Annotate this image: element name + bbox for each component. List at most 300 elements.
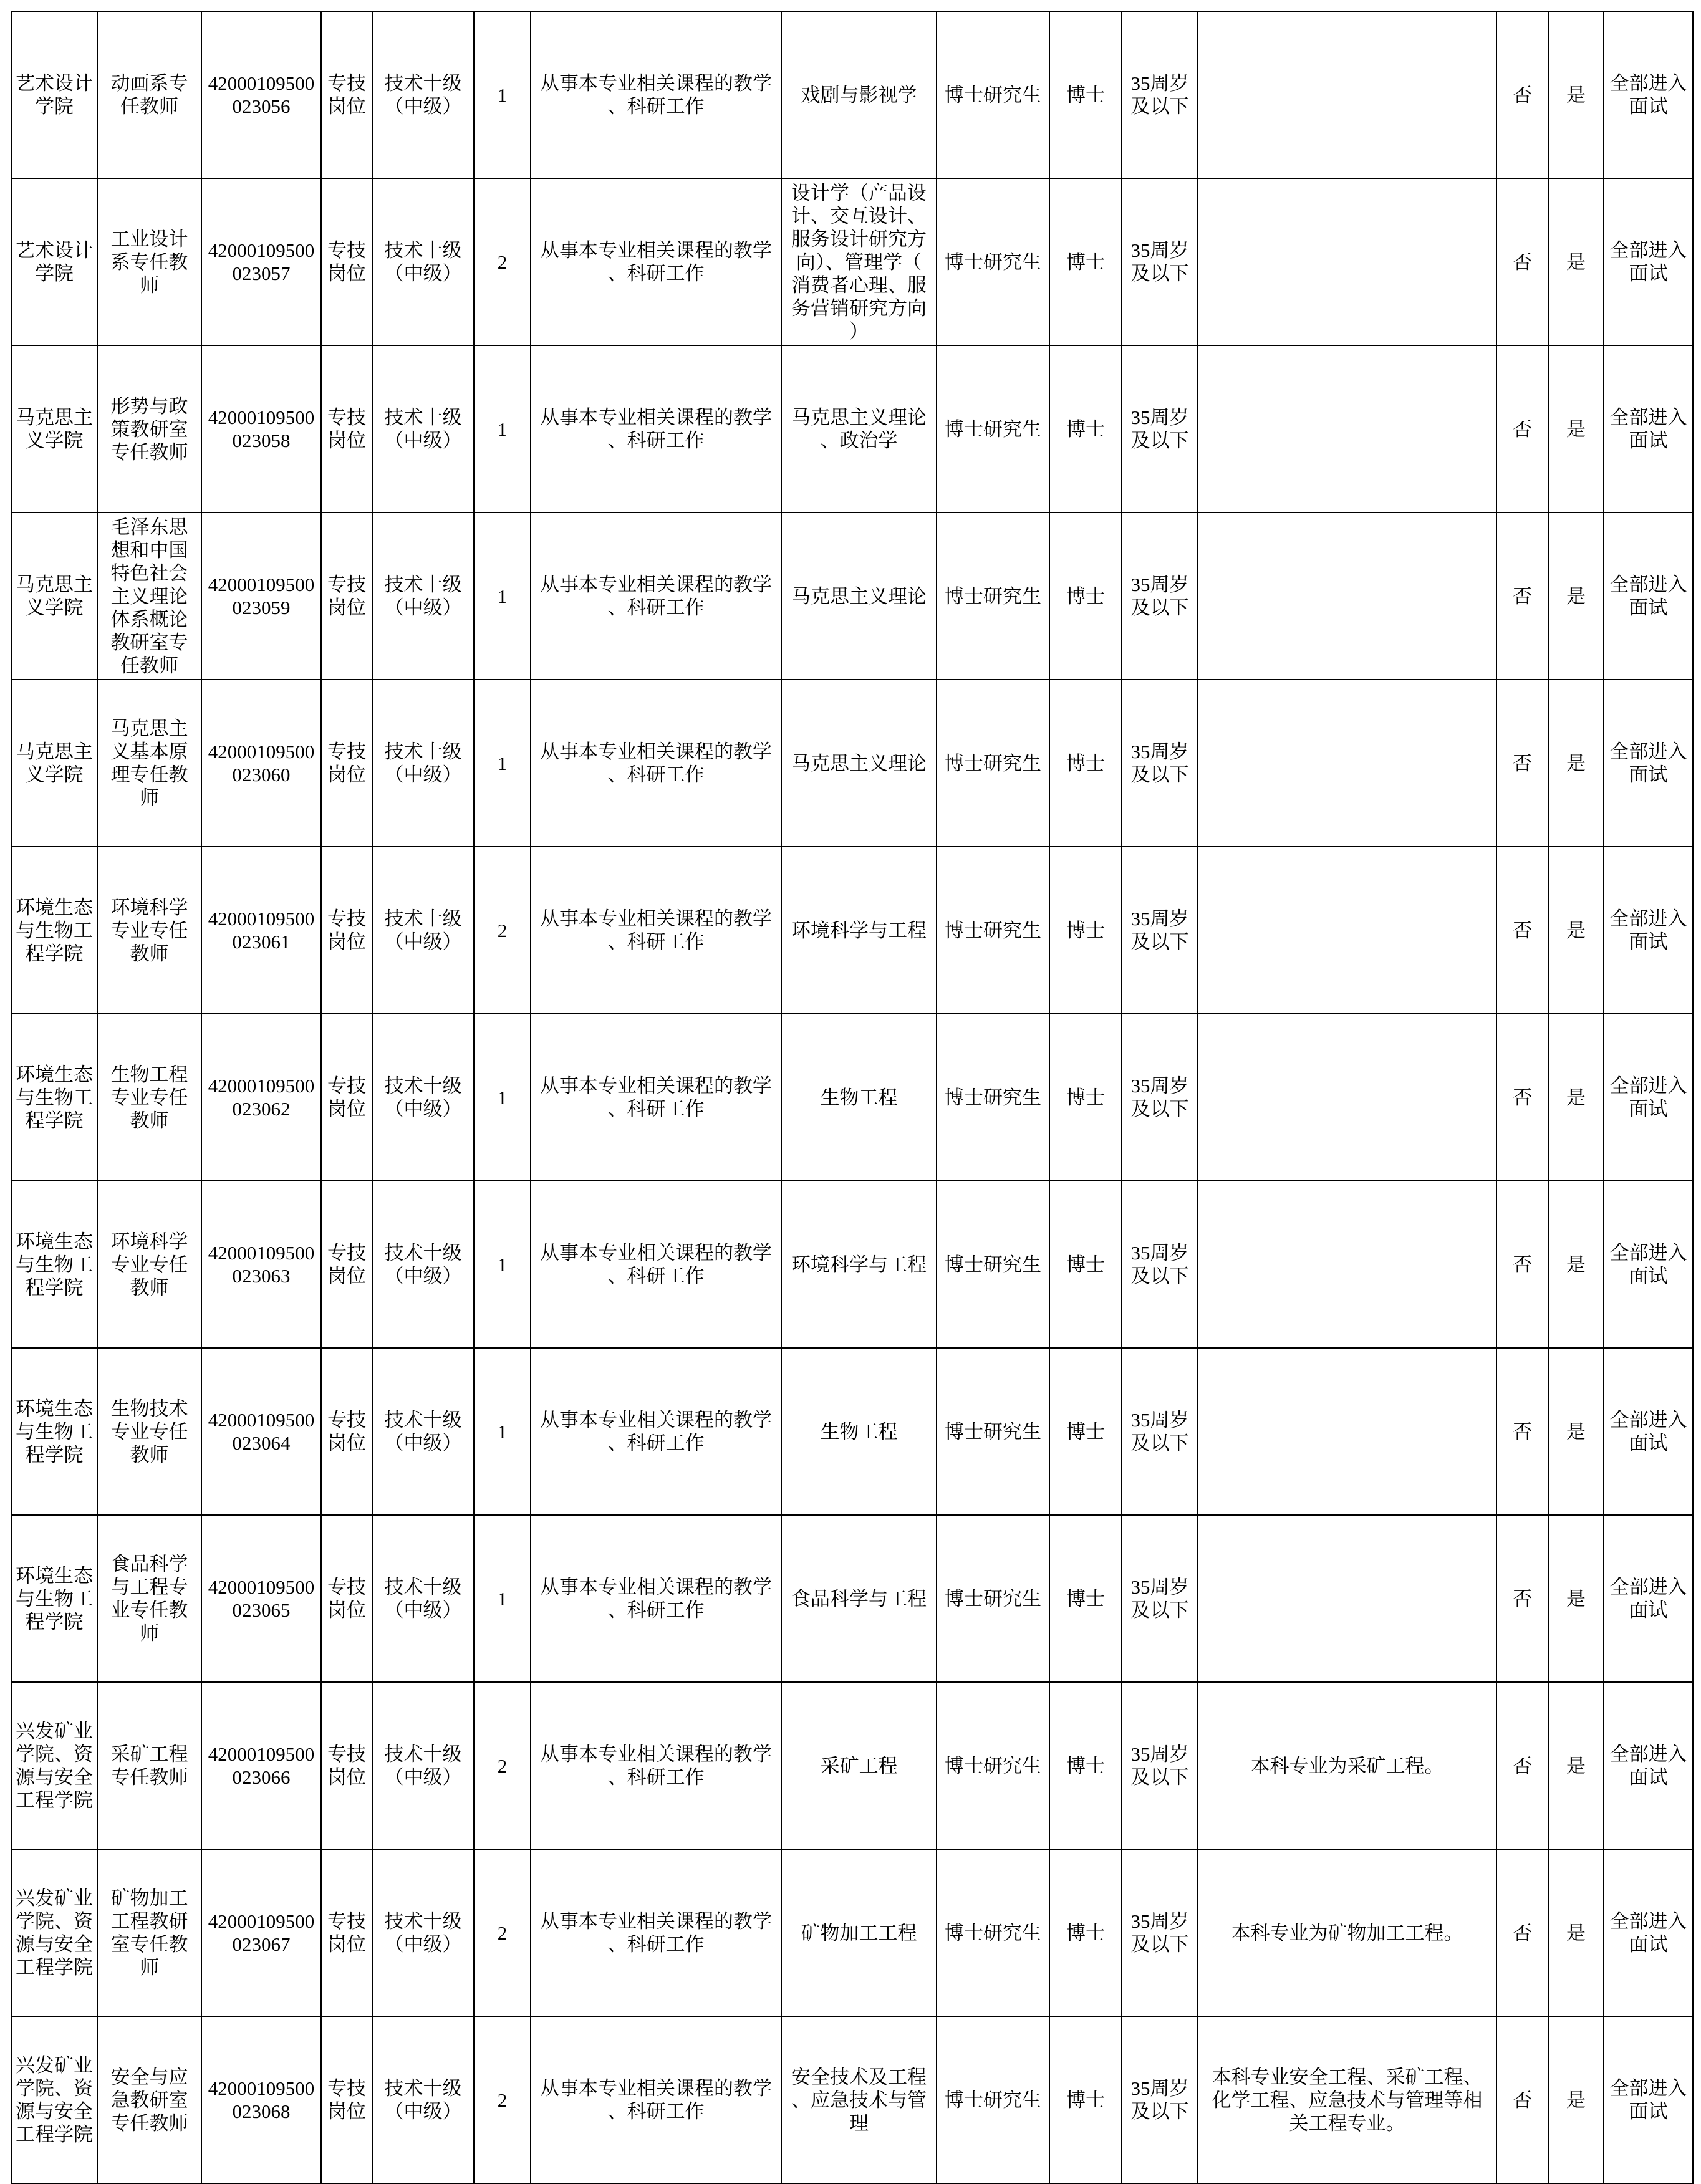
- education-text: 博士研究生: [945, 1420, 1041, 1443]
- position-name-cell: [97, 680, 201, 847]
- flag-yes-text: 是: [1566, 1922, 1586, 1944]
- job-duty-cell: [531, 1181, 781, 1348]
- age-limit-cell: [1122, 847, 1198, 1014]
- other-requirements-cell: [1198, 1849, 1496, 2016]
- flag-yes-cell: [1548, 11, 1604, 178]
- position-category-cell: [321, 1014, 372, 1181]
- major-text: 矿物加工工程: [801, 1922, 917, 1944]
- education-text: 博士研究生: [945, 418, 1041, 440]
- college-text: 马克思主义学院: [15, 574, 93, 618]
- college-cell: [11, 1515, 97, 1682]
- position-code-text: 42000109500023067: [208, 1910, 315, 1955]
- college-text: 兴发矿业学院、资源与安全工程学院: [15, 2054, 93, 2145]
- age-limit-text: 35周岁及以下: [1130, 1743, 1189, 1788]
- job-duty-text: 从事本专业相关课程的教学、科研工作: [539, 574, 772, 618]
- position-level-cell: [372, 345, 474, 512]
- major-text: 采矿工程: [820, 1754, 898, 1777]
- flag-no-text: 否: [1513, 1754, 1532, 1777]
- interview-rule-text: 全部进入面试: [1609, 908, 1687, 953]
- interview-rule-text: 全部进入面试: [1609, 1075, 1687, 1120]
- headcount-cell: [474, 1515, 531, 1682]
- position-name-cell: [97, 1014, 201, 1181]
- position-level-text: 技术十级（中级）: [384, 1242, 462, 1287]
- flag-no-text: 否: [1513, 251, 1532, 273]
- major-cell: [781, 178, 937, 345]
- college-cell: [11, 1014, 97, 1181]
- degree-cell: [1049, 1682, 1122, 1849]
- position-category-cell: [321, 1181, 372, 1348]
- flag-yes-cell: [1548, 847, 1604, 1014]
- degree-text: 博士: [1066, 418, 1105, 440]
- degree-text: 博士: [1066, 919, 1105, 941]
- education-text: 博士研究生: [945, 919, 1041, 941]
- position-name-cell: [97, 1181, 201, 1348]
- flag-yes-cell: [1548, 1014, 1604, 1181]
- position-level-cell: [372, 1181, 474, 1348]
- position-name-cell: [97, 2016, 201, 2183]
- flag-no-text: 否: [1513, 1086, 1532, 1109]
- position-level-cell: [372, 512, 474, 680]
- degree-cell: [1049, 11, 1122, 178]
- major-cell: [781, 1181, 937, 1348]
- table-row: [11, 512, 1693, 680]
- position-category-cell: [321, 680, 372, 847]
- table-row: [11, 1348, 1693, 1515]
- position-name-cell: [97, 847, 201, 1014]
- flag-no-text: 否: [1513, 418, 1532, 440]
- age-limit-cell: [1122, 11, 1198, 178]
- position-name-cell: [97, 11, 201, 178]
- college-cell: [11, 1348, 97, 1515]
- major-cell: [781, 345, 937, 512]
- position-code-text: 42000109500023063: [208, 1242, 315, 1287]
- position-level-text: 技术十级（中级）: [384, 1576, 462, 1621]
- degree-cell: [1049, 1515, 1122, 1682]
- other-requirements-cell: [1198, 680, 1496, 847]
- flag-yes-text: 是: [1566, 585, 1586, 607]
- table-row: [11, 847, 1693, 1014]
- headcount-text: 1: [497, 585, 508, 607]
- major-cell: [781, 1515, 937, 1682]
- college-cell: [11, 178, 97, 345]
- headcount-text: 2: [497, 2089, 508, 2111]
- position-level-text: 技术十级（中级）: [384, 239, 462, 284]
- degree-cell: [1049, 178, 1122, 345]
- job-duty-cell: [531, 178, 781, 345]
- headcount-text: 1: [497, 752, 508, 774]
- degree-cell: [1049, 512, 1122, 680]
- interview-rule-text: 全部进入面试: [1609, 741, 1687, 786]
- age-limit-text: 35周岁及以下: [1130, 741, 1189, 786]
- position-code-text: 42000109500023066: [208, 1743, 315, 1788]
- flag-no-text: 否: [1513, 2089, 1532, 2111]
- position-name-text: 安全与应急教研室专任教师: [110, 2066, 188, 2134]
- position-code-text: 42000109500023064: [208, 1409, 315, 1454]
- interview-rule-text: 全部进入面试: [1609, 1242, 1687, 1287]
- flag-yes-cell: [1548, 1849, 1604, 2016]
- position-level-text: 技术十级（中级）: [384, 908, 462, 953]
- job-duty-cell: [531, 680, 781, 847]
- interview-rule-text: 全部进入面试: [1609, 1576, 1687, 1621]
- position-name-cell: [97, 1682, 201, 1849]
- flag-yes-cell: [1548, 512, 1604, 680]
- position-level-text: 技术十级（中级）: [384, 2077, 462, 2122]
- college-text: 马克思主义学院: [15, 406, 93, 451]
- position-name-text: 矿物加工工程教研室专任教师: [110, 1887, 188, 1978]
- job-duty-cell: [531, 1849, 781, 2016]
- other-requirements-text: 本科专业为矿物加工工程。: [1231, 1922, 1463, 1944]
- college-text: 艺术设计学院: [15, 239, 93, 284]
- age-limit-text: 35周岁及以下: [1130, 574, 1189, 618]
- college-text: 兴发矿业学院、资源与安全工程学院: [15, 1720, 93, 1811]
- age-limit-text: 35周岁及以下: [1130, 1409, 1189, 1454]
- college-text: 马克思主义学院: [15, 741, 93, 786]
- other-requirements-cell: [1198, 512, 1496, 680]
- position-code-text: 42000109500023058: [208, 406, 315, 451]
- age-limit-cell: [1122, 345, 1198, 512]
- major-cell: [781, 1348, 937, 1515]
- major-cell: [781, 1849, 937, 2016]
- headcount-cell: [474, 178, 531, 345]
- job-duty-text: 从事本专业相关课程的教学、科研工作: [539, 741, 772, 786]
- headcount-text: 2: [497, 1754, 508, 1777]
- education-cell: [937, 847, 1049, 1014]
- age-limit-text: 35周岁及以下: [1130, 1910, 1189, 1955]
- job-duty-text: 从事本专业相关课程的教学、科研工作: [539, 1576, 772, 1621]
- degree-cell: [1049, 680, 1122, 847]
- age-limit-cell: [1122, 1515, 1198, 1682]
- position-category-text: 专技岗位: [327, 239, 366, 284]
- flag-no-cell: [1496, 11, 1548, 178]
- position-name-cell: [97, 1348, 201, 1515]
- interview-rule-text: 全部进入面试: [1609, 574, 1687, 618]
- position-code-cell: [201, 680, 321, 847]
- major-text: 设计学（产品设计、交互设计、服务设计研究方向）、管理学（消费者心理、服务营销研究方向）: [791, 181, 927, 342]
- headcount-text: 2: [497, 1922, 508, 1944]
- position-code-cell: [201, 178, 321, 345]
- interview-rule-text: 全部进入面试: [1609, 72, 1687, 117]
- position-level-cell: [372, 1014, 474, 1181]
- education-cell: [937, 1515, 1049, 1682]
- position-category-cell: [321, 512, 372, 680]
- position-code-cell: [201, 1348, 321, 1515]
- position-level-text: 技术十级（中级）: [384, 406, 462, 451]
- position-name-text: 生物工程专业专任教师: [110, 1063, 188, 1132]
- flag-no-cell: [1496, 1515, 1548, 1682]
- college-text: 环境生态与生物工程学院: [15, 1230, 93, 1299]
- position-name-text: 马克思主义基本原理专任教师: [110, 718, 188, 809]
- interview-rule-text: 全部进入面试: [1609, 239, 1687, 284]
- major-text: 戏剧与影视学: [801, 84, 917, 106]
- age-limit-text: 35周岁及以下: [1130, 2077, 1189, 2122]
- other-requirements-cell: [1198, 1682, 1496, 1849]
- position-category-text: 专技岗位: [327, 1576, 366, 1621]
- job-duty-cell: [531, 1515, 781, 1682]
- age-limit-cell: [1122, 1682, 1198, 1849]
- age-limit-text: 35周岁及以下: [1130, 908, 1189, 953]
- position-name-text: 食品科学与工程专业专任教师: [110, 1553, 188, 1644]
- position-level-cell: [372, 178, 474, 345]
- education-cell: [937, 512, 1049, 680]
- position-code-text: 42000109500023062: [208, 1075, 315, 1120]
- degree-text: 博士: [1066, 1086, 1105, 1109]
- headcount-text: 1: [497, 84, 508, 106]
- job-duty-text: 从事本专业相关课程的教学、科研工作: [539, 1242, 772, 1287]
- position-category-cell: [321, 345, 372, 512]
- college-text: 环境生态与生物工程学院: [15, 1564, 93, 1633]
- degree-text: 博士: [1066, 84, 1105, 106]
- other-requirements-text: 本科专业为采矿工程。: [1250, 1754, 1444, 1777]
- flag-no-cell: [1496, 1014, 1548, 1181]
- position-name-cell: [97, 345, 201, 512]
- job-duty-cell: [531, 847, 781, 1014]
- age-limit-cell: [1122, 1849, 1198, 2016]
- degree-cell: [1049, 1849, 1122, 2016]
- degree-cell: [1049, 1014, 1122, 1181]
- job-duty-cell: [531, 2016, 781, 2183]
- college-text: 艺术设计学院: [15, 72, 93, 117]
- flag-no-text: 否: [1513, 919, 1532, 941]
- recruitment-table: [11, 11, 1694, 2184]
- position-level-text: 技术十级（中级）: [384, 1910, 462, 1955]
- job-duty-cell: [531, 1014, 781, 1181]
- position-category-text: 专技岗位: [327, 406, 366, 451]
- position-category-cell: [321, 1849, 372, 2016]
- position-category-cell: [321, 847, 372, 1014]
- education-cell: [937, 1849, 1049, 2016]
- position-category-text: 专技岗位: [327, 741, 366, 786]
- job-duty-cell: [531, 512, 781, 680]
- education-cell: [937, 680, 1049, 847]
- position-category-cell: [321, 1682, 372, 1849]
- age-limit-cell: [1122, 1014, 1198, 1181]
- interview-rule-text: 全部进入面试: [1609, 2077, 1687, 2122]
- college-text: 环境生态与生物工程学院: [15, 1397, 93, 1466]
- position-category-cell: [321, 2016, 372, 2183]
- flag-yes-text: 是: [1566, 1587, 1586, 1610]
- interview-rule-text: 全部进入面试: [1609, 1409, 1687, 1454]
- table-row: [11, 1014, 1693, 1181]
- degree-cell: [1049, 345, 1122, 512]
- interview-rule-cell: [1604, 1682, 1693, 1849]
- degree-text: 博士: [1066, 1922, 1105, 1944]
- interview-rule-cell: [1604, 1849, 1693, 2016]
- headcount-text: 1: [497, 1420, 508, 1443]
- position-code-text: 42000109500023068: [208, 2077, 315, 2122]
- flag-no-text: 否: [1513, 1253, 1532, 1276]
- position-level-text: 技术十级（中级）: [384, 72, 462, 117]
- position-code-text: 42000109500023057: [208, 239, 315, 284]
- other-requirements-cell: [1198, 847, 1496, 1014]
- education-text: 博士研究生: [945, 2089, 1041, 2111]
- position-name-cell: [97, 1849, 201, 2016]
- position-name-cell: [97, 1515, 201, 1682]
- headcount-cell: [474, 1181, 531, 1348]
- position-name-text: 环境科学专业专任教师: [110, 896, 188, 965]
- position-code-text: 42000109500023059: [208, 574, 315, 618]
- age-limit-text: 35周岁及以下: [1130, 1576, 1189, 1621]
- headcount-text: 1: [497, 1086, 508, 1109]
- major-cell: [781, 512, 937, 680]
- interview-rule-cell: [1604, 847, 1693, 1014]
- job-duty-text: 从事本专业相关课程的教学、科研工作: [539, 908, 772, 953]
- position-category-text: 专技岗位: [327, 574, 366, 618]
- major-cell: [781, 847, 937, 1014]
- position-level-cell: [372, 847, 474, 1014]
- position-code-cell: [201, 1849, 321, 2016]
- other-requirements-cell: [1198, 1348, 1496, 1515]
- headcount-cell: [474, 1014, 531, 1181]
- interview-rule-cell: [1604, 1348, 1693, 1515]
- position-code-text: 42000109500023060: [208, 741, 315, 786]
- flag-yes-cell: [1548, 2016, 1604, 2183]
- flag-no-text: 否: [1513, 1420, 1532, 1443]
- education-cell: [937, 11, 1049, 178]
- position-level-cell: [372, 1515, 474, 1682]
- position-level-text: 技术十级（中级）: [384, 741, 462, 786]
- job-duty-cell: [531, 1682, 781, 1849]
- position-category-text: 专技岗位: [327, 2077, 366, 2122]
- other-requirements-cell: [1198, 11, 1496, 178]
- education-text: 博士研究生: [945, 585, 1041, 607]
- education-cell: [937, 2016, 1049, 2183]
- flag-no-cell: [1496, 1348, 1548, 1515]
- degree-text: 博士: [1066, 752, 1105, 774]
- flag-yes-text: 是: [1566, 752, 1586, 774]
- headcount-text: 2: [497, 251, 508, 273]
- flag-no-cell: [1496, 680, 1548, 847]
- degree-text: 博士: [1066, 1253, 1105, 1276]
- major-cell: [781, 680, 937, 847]
- flag-no-cell: [1496, 847, 1548, 1014]
- job-duty-cell: [531, 11, 781, 178]
- college-cell: [11, 847, 97, 1014]
- degree-text: 博士: [1066, 2089, 1105, 2111]
- position-level-text: 技术十级（中级）: [384, 574, 462, 618]
- other-requirements-cell: [1198, 178, 1496, 345]
- age-limit-cell: [1122, 680, 1198, 847]
- major-text: 环境科学与工程: [791, 1253, 927, 1276]
- flag-no-text: 否: [1513, 1922, 1532, 1944]
- position-category-text: 专技岗位: [327, 1242, 366, 1287]
- position-category-text: 专技岗位: [327, 72, 366, 117]
- flag-no-cell: [1496, 178, 1548, 345]
- major-cell: [781, 1682, 937, 1849]
- education-text: 博士研究生: [945, 251, 1041, 273]
- college-cell: [11, 1849, 97, 2016]
- degree-cell: [1049, 1181, 1122, 1348]
- table-row: [11, 1682, 1693, 1849]
- other-requirements-cell: [1198, 1014, 1496, 1181]
- table-body: [11, 11, 1693, 2183]
- flag-yes-text: 是: [1566, 1420, 1586, 1443]
- other-requirements-text: 本科专业安全工程、采矿工程、化学工程、应急技术与管理等相关工程专业。: [1212, 2066, 1483, 2134]
- flag-yes-cell: [1548, 1181, 1604, 1348]
- degree-cell: [1049, 847, 1122, 1014]
- age-limit-text: 35周岁及以下: [1130, 1242, 1189, 1287]
- flag-yes-text: 是: [1566, 84, 1586, 106]
- position-level-text: 技术十级（中级）: [384, 1409, 462, 1454]
- age-limit-text: 35周岁及以下: [1130, 239, 1189, 284]
- table-row: [11, 2016, 1693, 2183]
- job-duty-cell: [531, 345, 781, 512]
- major-text: 马克思主义理论: [791, 752, 927, 774]
- education-text: 博士研究生: [945, 1587, 1041, 1610]
- position-code-cell: [201, 1682, 321, 1849]
- position-level-text: 技术十级（中级）: [384, 1075, 462, 1120]
- table-row: [11, 178, 1693, 345]
- interview-rule-cell: [1604, 11, 1693, 178]
- major-text: 安全技术及工程、应急技术与管理: [791, 2066, 927, 2134]
- position-code-cell: [201, 2016, 321, 2183]
- headcount-cell: [474, 345, 531, 512]
- flag-no-text: 否: [1513, 752, 1532, 774]
- education-text: 博士研究生: [945, 1922, 1041, 1944]
- major-text: 生物工程: [820, 1086, 898, 1109]
- position-name-cell: [97, 512, 201, 680]
- position-category-cell: [321, 1515, 372, 1682]
- table-row: [11, 1515, 1693, 1682]
- position-category-text: 专技岗位: [327, 908, 366, 953]
- interview-rule-cell: [1604, 680, 1693, 847]
- flag-no-cell: [1496, 345, 1548, 512]
- position-name-text: 形势与政策教研室专任教师: [110, 395, 188, 463]
- headcount-cell: [474, 11, 531, 178]
- position-category-cell: [321, 1348, 372, 1515]
- age-limit-cell: [1122, 2016, 1198, 2183]
- position-code-text: 42000109500023056: [208, 72, 315, 117]
- education-text: 博士研究生: [945, 752, 1041, 774]
- headcount-text: 1: [497, 1587, 508, 1610]
- major-text: 食品科学与工程: [791, 1587, 927, 1610]
- interview-rule-cell: [1604, 178, 1693, 345]
- headcount-text: 1: [497, 1253, 508, 1276]
- headcount-cell: [474, 680, 531, 847]
- flag-no-cell: [1496, 1181, 1548, 1348]
- major-text: 马克思主义理论: [791, 585, 927, 607]
- education-text: 博士研究生: [945, 1086, 1041, 1109]
- education-cell: [937, 1181, 1049, 1348]
- other-requirements-cell: [1198, 1181, 1496, 1348]
- degree-cell: [1049, 2016, 1122, 2183]
- flag-yes-cell: [1548, 1682, 1604, 1849]
- education-cell: [937, 345, 1049, 512]
- position-category-cell: [321, 11, 372, 178]
- interview-rule-cell: [1604, 512, 1693, 680]
- flag-yes-cell: [1548, 345, 1604, 512]
- degree-text: 博士: [1066, 1587, 1105, 1610]
- job-duty-text: 从事本专业相关课程的教学、科研工作: [539, 1910, 772, 1955]
- position-code-cell: [201, 1515, 321, 1682]
- age-limit-cell: [1122, 178, 1198, 345]
- position-name-text: 毛泽东思想和中国特色社会主义理论体系概论教研室专任教师: [110, 516, 188, 676]
- flag-yes-cell: [1548, 680, 1604, 847]
- age-limit-text: 35周岁及以下: [1130, 1075, 1189, 1120]
- flag-no-cell: [1496, 1849, 1548, 2016]
- headcount-cell: [474, 1348, 531, 1515]
- position-name-text: 动画系专任教师: [110, 72, 188, 117]
- flag-yes-text: 是: [1566, 1754, 1586, 1777]
- college-cell: [11, 1682, 97, 1849]
- position-category-text: 专技岗位: [327, 1409, 366, 1454]
- position-category-text: 专技岗位: [327, 1075, 366, 1120]
- other-requirements-cell: [1198, 1515, 1496, 1682]
- college-cell: [11, 345, 97, 512]
- interview-rule-text: 全部进入面试: [1609, 406, 1687, 451]
- position-code-text: 42000109500023065: [208, 1576, 315, 1621]
- age-limit-text: 35周岁及以下: [1130, 72, 1189, 117]
- interview-rule-cell: [1604, 2016, 1693, 2183]
